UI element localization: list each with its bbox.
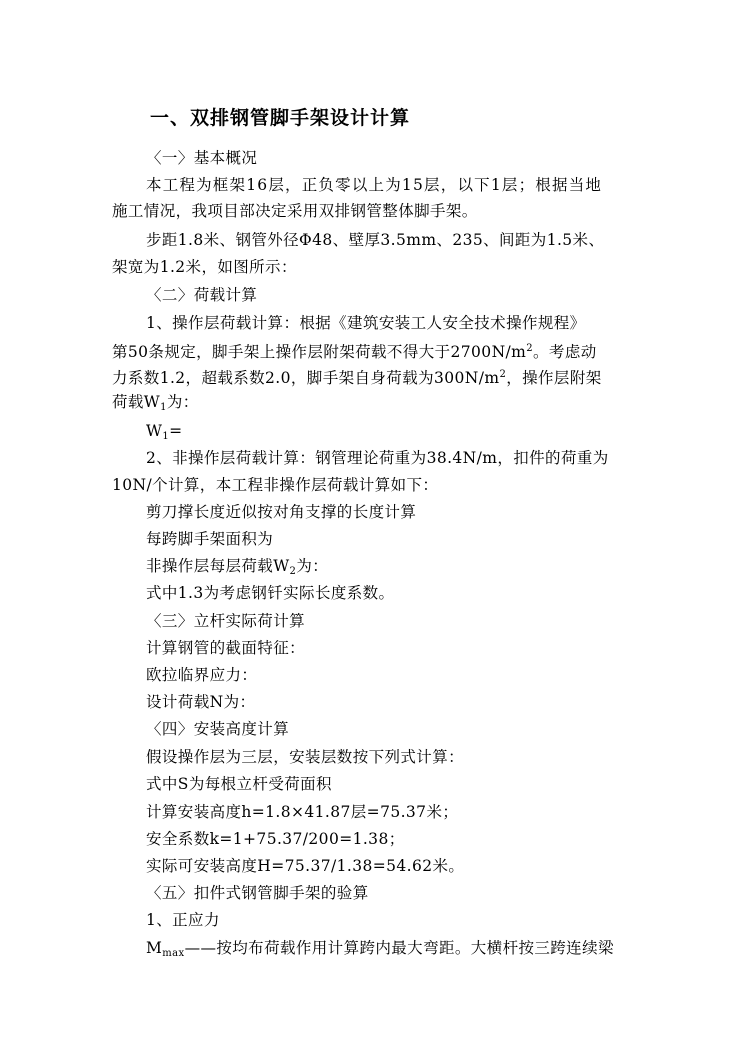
superscript: 2 [526,343,534,354]
paragraph-line: 施工情况，我项目部决定采用双排钢管整体脚手架。 [112,202,478,220]
section-heading-basic: 〈一〉基本概况 [146,149,258,167]
text-run: 为： [166,393,199,411]
paragraph-line: 剪刀撑长度近似按对角支撑的长度计算 [146,503,417,521]
paragraph-line: 1、正应力 [146,911,220,929]
section-heading-pole: 〈三〉立杆实际荷计算 [146,612,306,630]
superscript: 2 [499,369,507,380]
text-run: 为： [296,557,329,575]
paragraph-line: 设计荷载N为： [146,693,256,711]
paragraph-line: 10N/个计算，本工程非操作层荷载计算如下： [112,476,439,494]
paragraph-line: 实际可安装高度H=75.37/1.38=54.62米。 [146,857,465,875]
paragraph-line [146,938,614,964]
text-run: 第50条规定，脚手架上操作层附架荷载不得大于2700N/m [112,343,527,361]
text-run: 非操作层每层荷载W [146,557,290,575]
paragraph-line: 每跨脚手架面积为 [146,530,274,548]
subscript: 1 [160,402,167,413]
subscript: max [162,948,185,959]
text-run: W [146,422,163,440]
text-run: 力系数1.2，超载系数2.0，脚手架自身荷载为300N/m [112,369,500,387]
text-run: = [169,422,183,440]
paragraph-line: 式中1.3为考虑钢钎实际长度系数。 [146,584,395,602]
paragraph-line: 安全系数k=1+75.37/200=1.38； [146,830,405,848]
section-heading-height: 〈四〉安装高度计算 [146,720,290,738]
text-run: 。考虑动 [533,343,597,361]
paragraph-line: 计算钢管的截面特征： [146,639,306,657]
formula-line [146,421,183,447]
paragraph-line [146,556,328,582]
paragraph-line: 计算安装高度h=1.8×41.87层=75.37米； [146,803,459,821]
paragraph-line [112,339,597,362]
paragraph-line: 2、非操作层荷载计算：钢管理论荷重为38.4N/m，扣件的荷重为 [146,449,609,467]
subscript: 2 [289,566,297,577]
paragraph-line [112,392,199,418]
paragraph-line: 1、操作层荷载计算：根据《建筑安装工人安全技术操作规程》 [146,314,586,332]
paragraph-line: 架宽为1.2米，如图所示： [112,258,297,276]
section-heading-load: 〈二〉荷载计算 [146,286,258,304]
paragraph-line: 假设操作层为三层，安装层数按下列式计算： [146,748,465,766]
paragraph-line: 欧拉临界应力： [146,666,258,684]
text-run: ，操作层附架 [506,369,602,387]
paragraph-line [112,365,602,388]
text-run: M [146,939,163,957]
section-heading-check: 〈五〉扣件式钢管脚手架的验算 [146,884,369,902]
subscript: 1 [162,431,170,442]
paragraph-line: 式中S为每根立杆受荷面积 [146,775,332,793]
paragraph-line: 本工程为框架16层，正负零以上为15层，以下1层；根据当地 [146,176,603,194]
paragraph-line: 步距1.8米、钢管外径Φ48、壁厚3.5mm、235、间距为1.5米、 [146,231,605,249]
document-title: 一、双排钢管脚手架设计计算 [150,107,411,129]
text-run: ——按均布荷载作用计算跨内最大弯距。大横杆按三跨连续梁 [184,939,614,957]
text-run: 荷载W [112,393,161,411]
